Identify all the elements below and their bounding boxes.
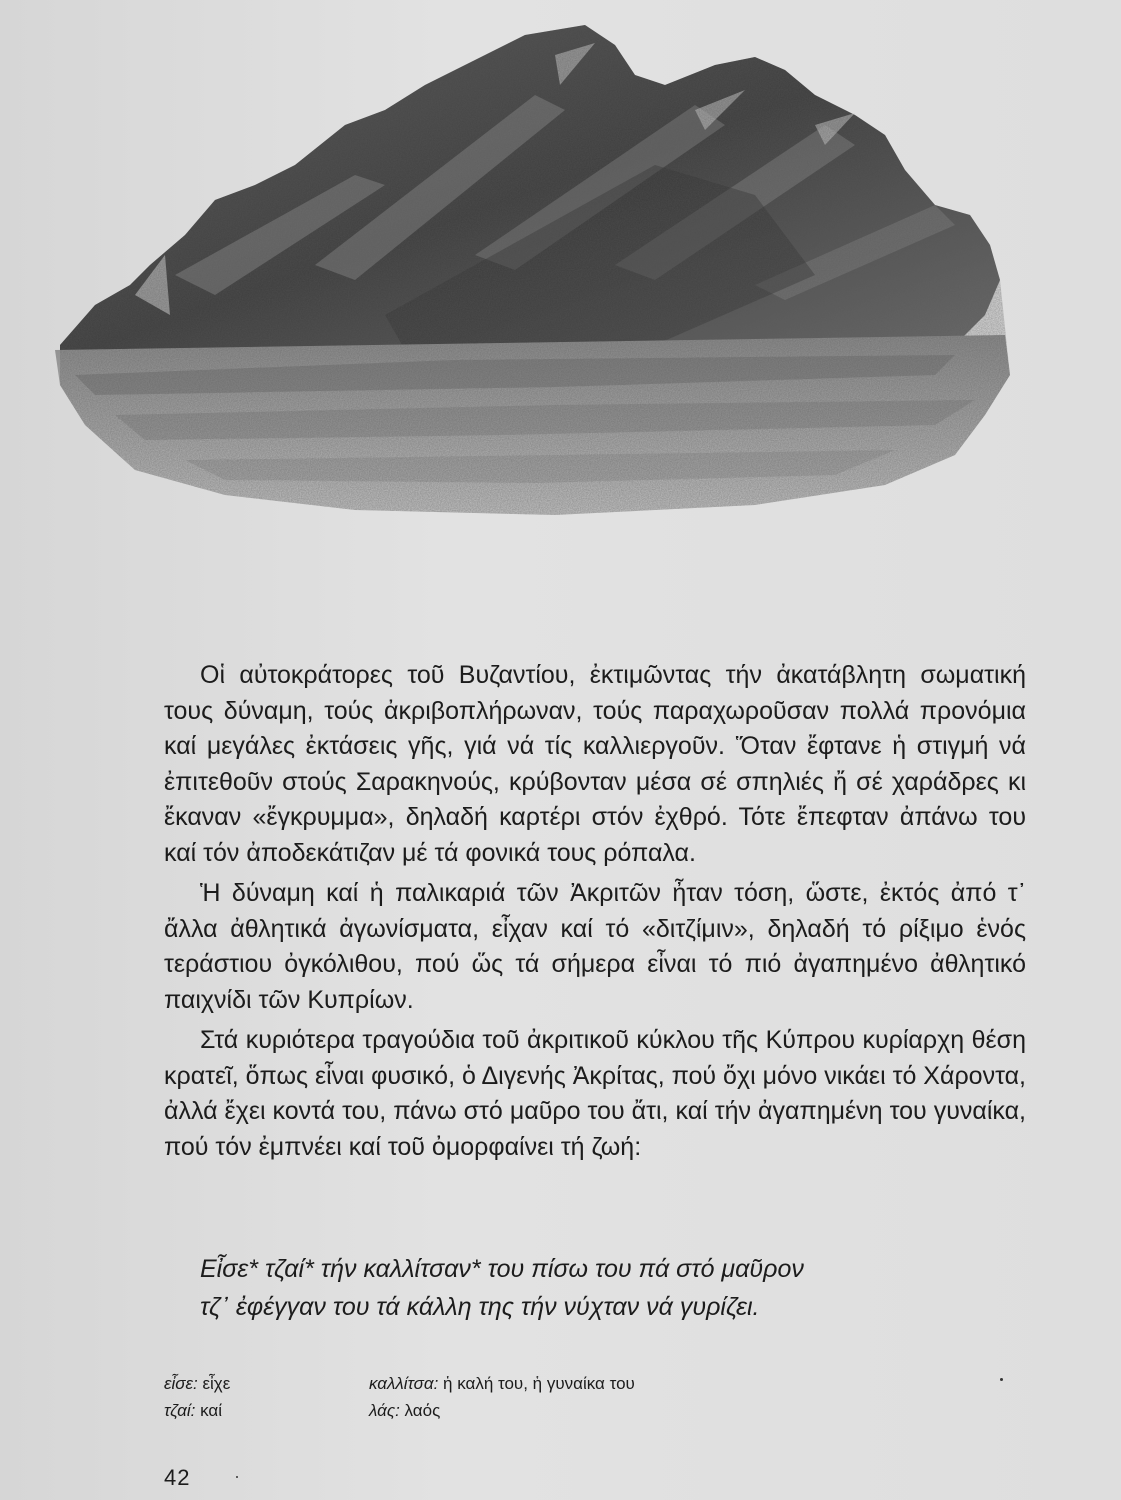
- ink-speck: [1000, 1378, 1003, 1381]
- note-term: τζαί:: [164, 1401, 196, 1420]
- note-item: [369, 1370, 635, 1397]
- poem-verse: [200, 1250, 1020, 1326]
- note-meaning: λαός: [404, 1401, 441, 1420]
- note-row: [164, 1397, 864, 1424]
- note-term: καλλίτσα:: [369, 1374, 439, 1393]
- note-item: [164, 1370, 369, 1397]
- paragraph: Στά κυριότερα τραγούδια τοῦ ἀκριτικοῦ κύκλου τῆς Κύπρου κυρίαρχη θέση κρατεῖ, ὅπως εἶναι φυσικό, ὁ Διγενής Ἀκρίτας, πού ὄχι μόνο νικάει τό Χάροντα, ἀλλά ἔχει κοντά του, πάνω στό μαῦρο του ἄτι, καί τήν ἀγαπημένη του γυναίκα, πού τόν ἐμπνέει καί τοῦ ὀμορφαίνει τή ζωή:: [164, 1026, 1026, 1161]
- ink-speck: [236, 1476, 238, 1478]
- body-text: [164, 658, 1026, 1165]
- note-term: λάς:: [369, 1401, 400, 1420]
- poem-line: τζ᾿ ἐφέγγαν του τά κάλλη της τήν νύχταν νά γυρίζει.: [200, 1293, 760, 1321]
- note-meaning: ἡ καλή του, ἡ γυναίκα του: [443, 1374, 635, 1393]
- poem-line: Εἶσε* τζαί* τήν καλλίτσαν* του πίσω του πά στό μαῦρον: [200, 1255, 804, 1283]
- paragraph: Οἱ αὐτοκράτορες τοῦ Βυζαντίου, ἐκτιμῶντας τήν ἀκατάβλητη σωματική τους δύναμη, τούς ἀκριβοπλήρωναν, τούς παραχωροῦσαν πολλά προνόμια καί μεγάλες ἐκτάσεις γῆς, γιά νά τίς καλλιεργοῦν. Ὅταν ἔφτανε ἡ στιγμή νά ἐπιτεθοῦν στούς Σαρακηνούς, κρύβονταν μέσα σέ σπηλιές ἤ σέ χαράδρες κι ἔκαναν «ἔγκρυμμα», δηλαδή καρτέρι στόν ἐχθρό. Τότε ἔπεφταν ἀπάνω του καί τόν ἀποδεκάτιζαν μέ τά φονικά τους ρόπαλα.: [164, 661, 1026, 867]
- glossary-notes: [164, 1370, 864, 1424]
- mountain-illustration: [55, 15, 1015, 535]
- paragraph: Ἡ δύναμη καί ἡ παλικαριά τῶν Ἀκριτῶν ἦταν τόση, ὥστε, ἐκτός ἀπό τ᾿ ἄλλα ἀθλητικά ἀγωνίσματα, εἶχαν καί τό «διτζίμιν», δηλαδή τό ρίξιμο ἑνός τεράστιου ὀγκόλιθου, πού ὥς τά σήμερα εἶναι τό πιό ἀγαπημένο ἀθλητικό παιχνίδι τῶν Κυπρίων.: [164, 879, 1026, 1014]
- page-number: 42: [164, 1465, 191, 1490]
- note-row: [164, 1370, 864, 1397]
- note-meaning: εἶχε: [202, 1374, 231, 1393]
- note-item: [164, 1397, 369, 1424]
- note-term: εἶσε:: [164, 1374, 198, 1393]
- note-item: [369, 1397, 440, 1424]
- note-meaning: καί: [200, 1401, 222, 1420]
